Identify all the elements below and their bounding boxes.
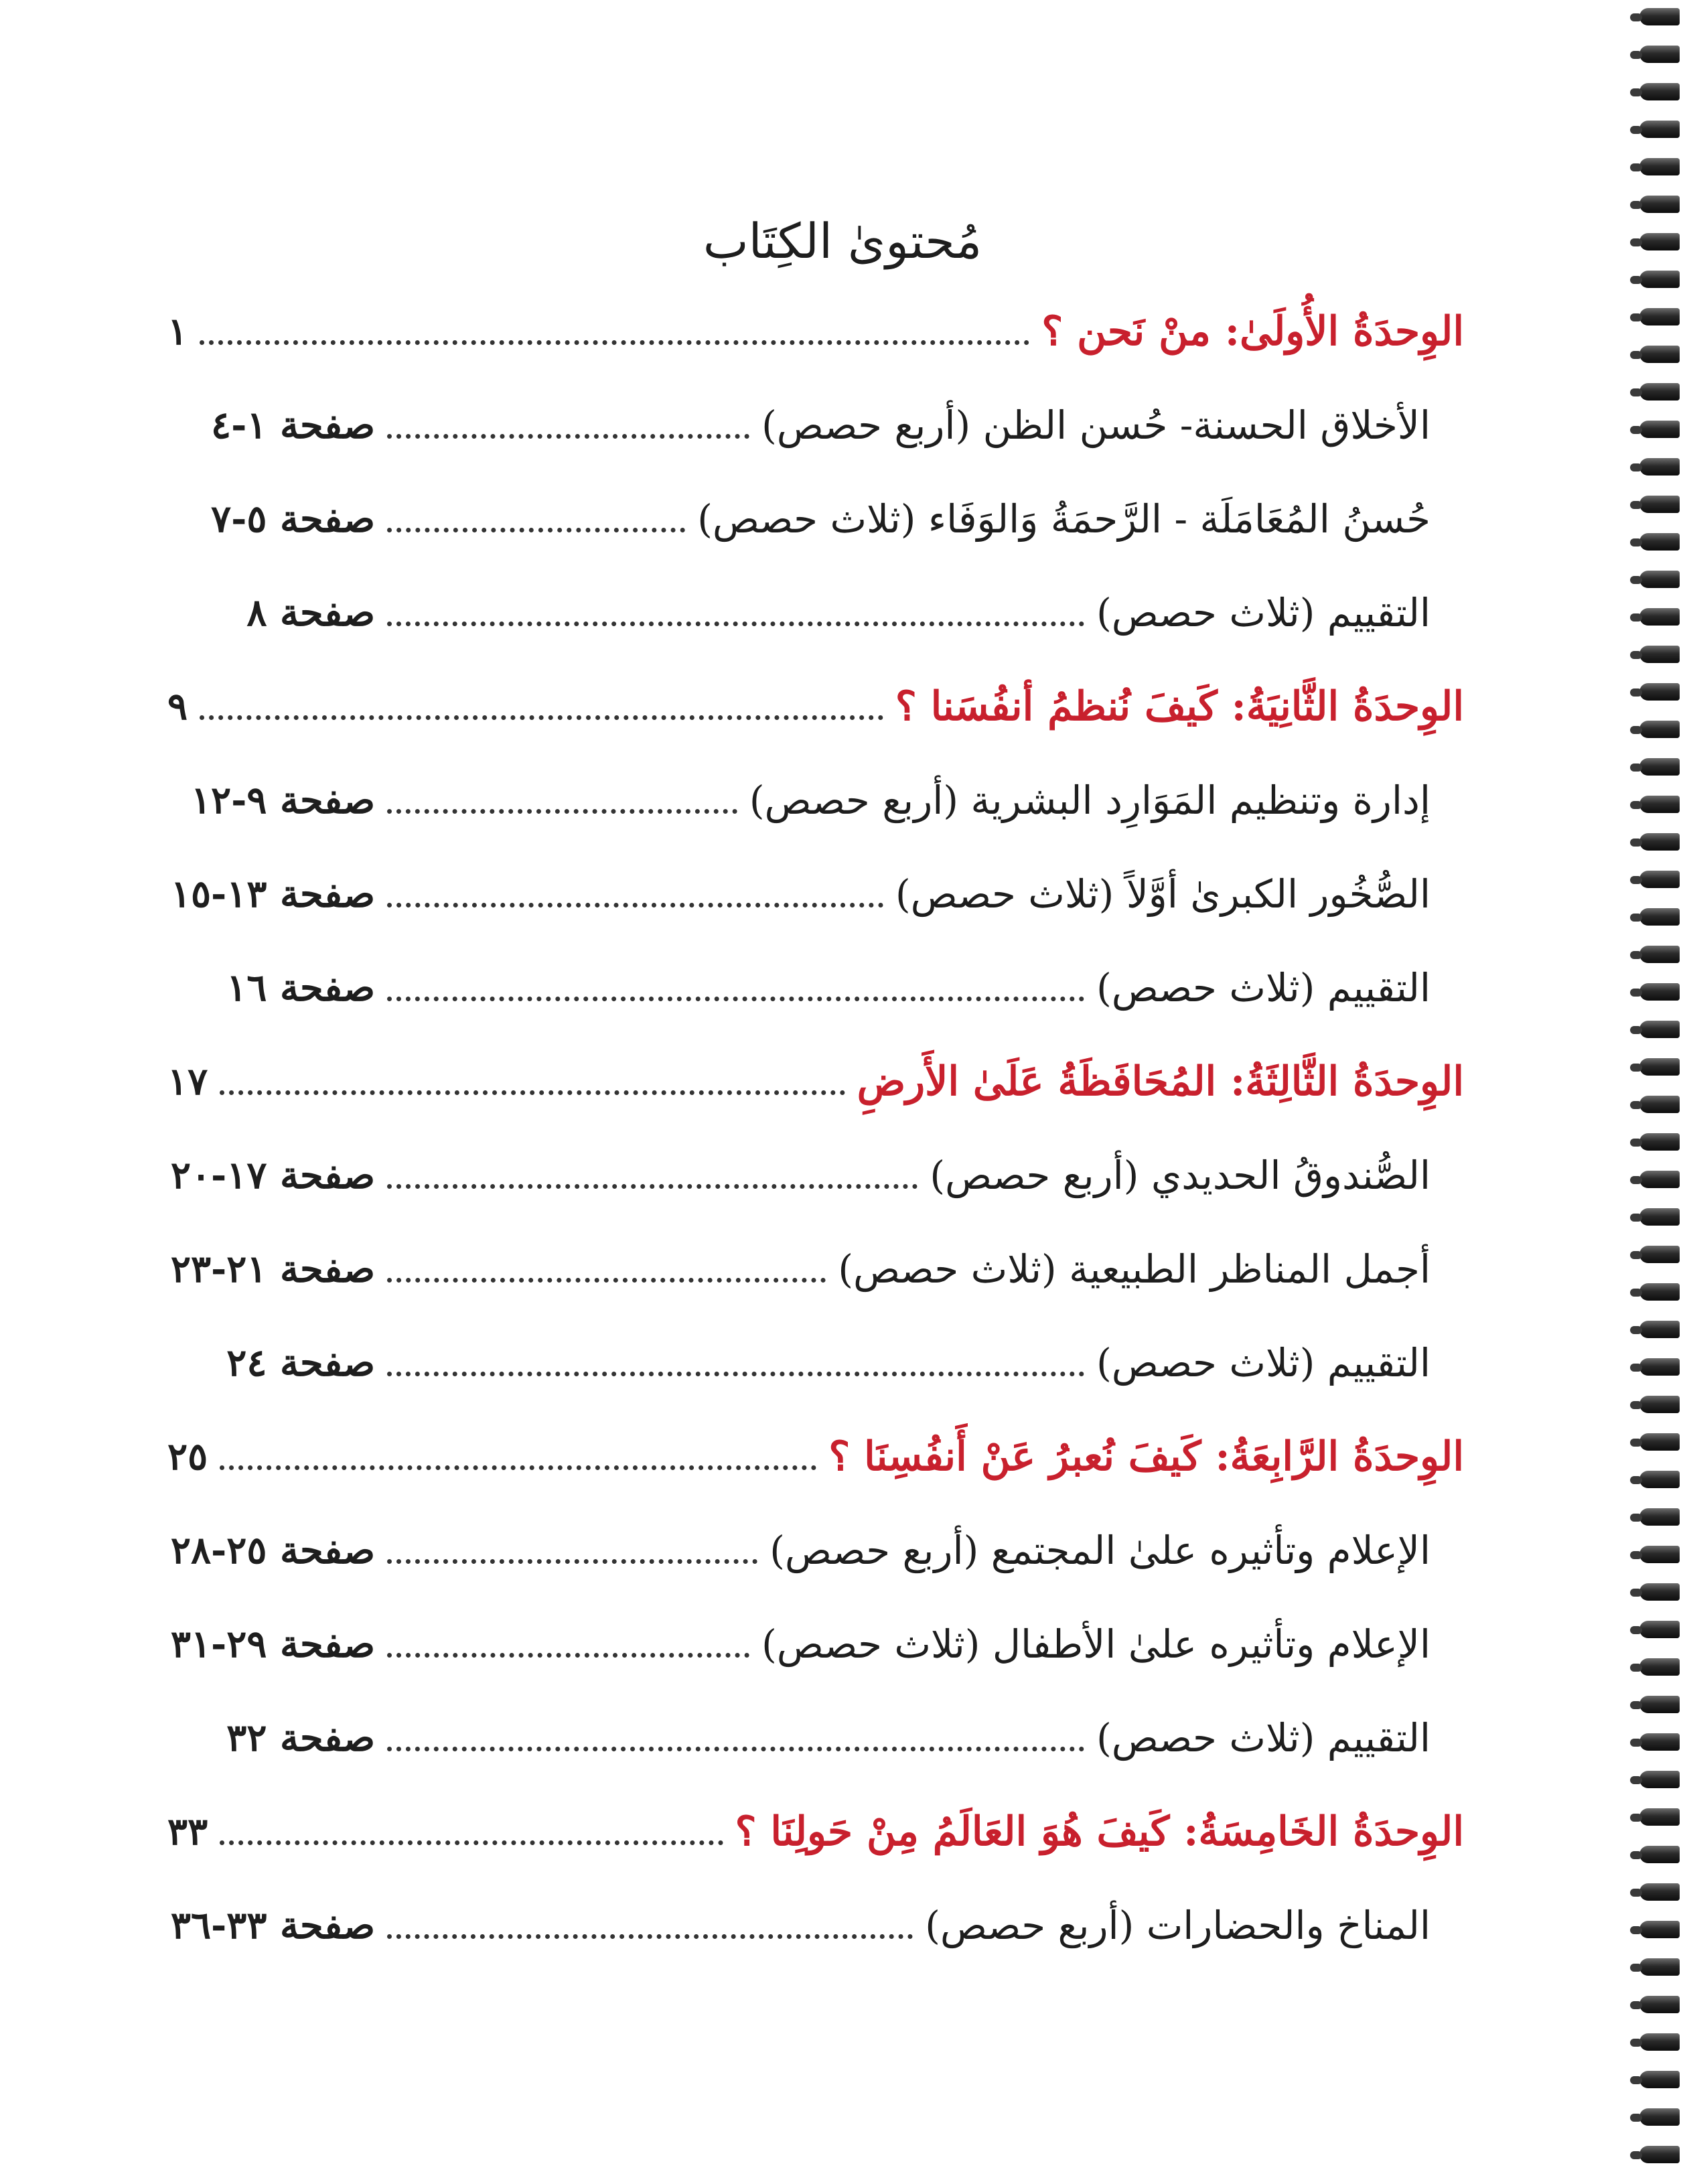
toc-lesson-row [167, 482, 1431, 556]
binding-ring [1639, 1883, 1680, 1901]
binding-ring [1639, 46, 1680, 63]
lesson-title: الصُّخُور الكبرىٰ أوَّلاً (ثلاث حصص) [895, 871, 1431, 917]
binding-ring [1639, 2033, 1680, 2051]
dot-leader [387, 1747, 1084, 1751]
binding-ring [1639, 196, 1680, 213]
binding-ring [1639, 1283, 1680, 1301]
toc-lesson-row [167, 1514, 1431, 1587]
unit-page-number: ١ [167, 309, 188, 354]
spiral-binding [1637, 0, 1685, 2184]
lesson-title: الإعلام وتأثيره علىٰ الأطفال (ثلاث حصص) [761, 1621, 1431, 1667]
binding-ring [1639, 1696, 1680, 1713]
dot-leader [200, 340, 1029, 345]
lesson-title: التقييم (ثلاث حصص) [1096, 1340, 1431, 1386]
binding-ring [1639, 1246, 1680, 1263]
binding-ring [1639, 1771, 1680, 1788]
binding-ring [1639, 271, 1680, 288]
dot-leader [387, 1372, 1084, 1376]
binding-ring [1639, 646, 1680, 663]
binding-ring [1639, 758, 1680, 776]
dot-leader [387, 434, 749, 439]
binding-ring [1639, 1096, 1680, 1113]
binding-ring [1639, 1133, 1680, 1151]
binding-ring [1639, 1583, 1680, 1601]
binding-ring [1639, 946, 1680, 963]
binding-ring [1639, 1171, 1680, 1188]
binding-ring [1639, 1658, 1680, 1676]
dot-leader [387, 997, 1084, 1001]
toc-lesson-row [167, 1701, 1431, 1775]
binding-ring [1639, 1921, 1680, 1938]
toc-unit-row [167, 1420, 1464, 1494]
lesson-title: الصُّندوقُ الحديدي (أربع حصص) [930, 1153, 1431, 1198]
dot-leader [387, 809, 737, 814]
lesson-page-range: صفحة ٢٥-٢٨ [170, 1528, 375, 1573]
binding-ring [1639, 683, 1680, 701]
toc-unit-row [167, 670, 1464, 743]
binding-ring [1639, 8, 1680, 25]
unit-page-number: ٣٣ [167, 1810, 208, 1854]
binding-ring [1639, 2146, 1680, 2163]
binding-ring [1639, 871, 1680, 888]
binding-ring [1639, 346, 1680, 363]
toc-lesson-row [167, 951, 1431, 1025]
toc-lesson-row [167, 1889, 1431, 1962]
binding-ring [1639, 158, 1680, 175]
lesson-page-range: صفحة ٨ [246, 591, 375, 635]
lesson-title: الإعلام وتأثيره علىٰ المجتمع (أربع حصص) [770, 1528, 1431, 1573]
lesson-title: التقييم (ثلاث حصص) [1096, 590, 1431, 636]
binding-ring [1639, 1508, 1680, 1526]
toc-lesson-row [167, 576, 1431, 650]
binding-ring [1639, 796, 1680, 813]
lesson-page-range: صفحة ٣٣-٣٦ [170, 1903, 375, 1948]
toc-lesson-row [167, 763, 1431, 837]
lesson-title: إدارة وتنظيم المَوَارِد البشرية (أربع حصص) [749, 778, 1431, 823]
binding-ring [1639, 496, 1680, 513]
dot-leader [200, 715, 883, 720]
dot-leader [387, 903, 883, 907]
lesson-page-range: صفحة ١٦ [226, 966, 375, 1010]
binding-ring [1639, 233, 1680, 250]
dot-leader [387, 1559, 757, 1564]
toc-lesson-row [167, 1326, 1431, 1400]
binding-ring [1639, 1471, 1680, 1488]
lesson-page-range: صفحة ٣٢ [226, 1716, 375, 1760]
lesson-page-range: صفحة ١-٤ [211, 403, 375, 447]
binding-ring [1639, 1996, 1680, 2013]
toc-lesson-row [167, 1607, 1431, 1681]
lesson-page-range: صفحة ٩-١٢ [190, 778, 375, 822]
binding-ring [1639, 308, 1680, 325]
dot-leader [387, 1278, 826, 1283]
binding-ring [1639, 1846, 1680, 1863]
binding-ring [1639, 1546, 1680, 1563]
binding-ring [1639, 1958, 1680, 1976]
binding-ring [1639, 383, 1680, 401]
unit-title: الوِحدَةُ الأُولَىٰ: منْ نَحن ؟ [1041, 308, 1464, 355]
dot-leader [387, 1184, 918, 1189]
lesson-title: التقييم (ثلاث حصص) [1096, 965, 1431, 1011]
unit-page-number: ٩ [167, 684, 188, 729]
lesson-page-range: صفحة ٢٩-٣١ [170, 1622, 375, 1666]
dot-leader [387, 1653, 749, 1658]
binding-ring [1639, 1058, 1680, 1076]
unit-page-number: ١٧ [167, 1060, 208, 1104]
binding-ring [1639, 1208, 1680, 1226]
toc-lesson-row [167, 1139, 1431, 1212]
binding-ring [1639, 908, 1680, 926]
toc-unit-row [167, 1045, 1464, 1118]
binding-ring [1639, 608, 1680, 626]
lesson-page-range: صفحة ٥-٧ [211, 497, 375, 541]
toc-lesson-row [167, 388, 1431, 462]
lesson-title: حُسنُ المُعَامَلَة - الرَّحمَةُ وَالوَفَاء (ثلاث حصص) [697, 496, 1431, 542]
binding-ring [1639, 458, 1680, 476]
toc-unit-row [167, 1795, 1464, 1869]
page-title: مُحتوىٰ الكِتَاب [703, 213, 982, 269]
binding-ring [1639, 2108, 1680, 2126]
binding-ring [1639, 571, 1680, 588]
lesson-page-range: صفحة ١٣-١٥ [170, 872, 375, 916]
binding-ring [1639, 1733, 1680, 1751]
binding-ring [1639, 1808, 1680, 1826]
binding-ring [1639, 121, 1680, 138]
binding-ring [1639, 721, 1680, 738]
lesson-page-range: صفحة ٢١-٢٣ [170, 1247, 375, 1291]
binding-ring [1639, 533, 1680, 551]
dot-leader [220, 1090, 845, 1095]
unit-page-number: ٢٥ [167, 1435, 208, 1479]
lesson-page-range: صفحة ٢٤ [226, 1341, 375, 1385]
dot-leader [220, 1465, 816, 1470]
lesson-page-range: صفحة ١٧-٢٠ [170, 1153, 375, 1197]
lesson-title: الأخلاق الحسنة- حُسن الظن (أربع حصص) [761, 403, 1431, 448]
unit-title: الوِحدَةُ الرَّابِعَةُ: كَيفَ نُعبرُ عَنْ أَنفُسِنَا ؟ [828, 1433, 1464, 1480]
binding-ring [1639, 1358, 1680, 1376]
binding-ring [1639, 833, 1680, 851]
toc-unit-row [167, 295, 1464, 368]
unit-title: الوِحدَةُ الثَّانِيَةُ: كَيفَ نُنظمُ أنفُسَنا ؟ [895, 683, 1464, 730]
binding-ring [1639, 1321, 1680, 1338]
lesson-title: التقييم (ثلاث حصص) [1096, 1715, 1431, 1761]
binding-ring [1639, 421, 1680, 438]
binding-ring [1639, 1021, 1680, 1038]
binding-ring [1639, 1396, 1680, 1413]
binding-ring [1639, 1433, 1680, 1451]
dot-leader [220, 1840, 723, 1845]
unit-title: الوِحدَةُ الخَامِسَةُ: كَيفَ هُوَ العَالَمُ مِنْ حَولِنَا ؟ [735, 1808, 1464, 1855]
binding-ring [1639, 983, 1680, 1001]
binding-ring [1639, 83, 1680, 100]
dot-leader [387, 528, 685, 532]
dot-leader [387, 1934, 913, 1939]
lesson-title: المناخ والحضارات (أربع حصص) [925, 1903, 1431, 1948]
toc-lesson-row [167, 1232, 1431, 1306]
binding-ring [1639, 1621, 1680, 1638]
lesson-title: أجمل المناظر الطبيعية (ثلاث حصص) [838, 1246, 1431, 1292]
toc-lesson-row [167, 857, 1431, 931]
unit-title: الوِحدَةُ الثَّالِثَةُ: المُحَافَظَةُ عَلَىٰ الأَرضِ [857, 1058, 1464, 1105]
binding-ring [1639, 2071, 1680, 2088]
dot-leader [387, 622, 1084, 626]
